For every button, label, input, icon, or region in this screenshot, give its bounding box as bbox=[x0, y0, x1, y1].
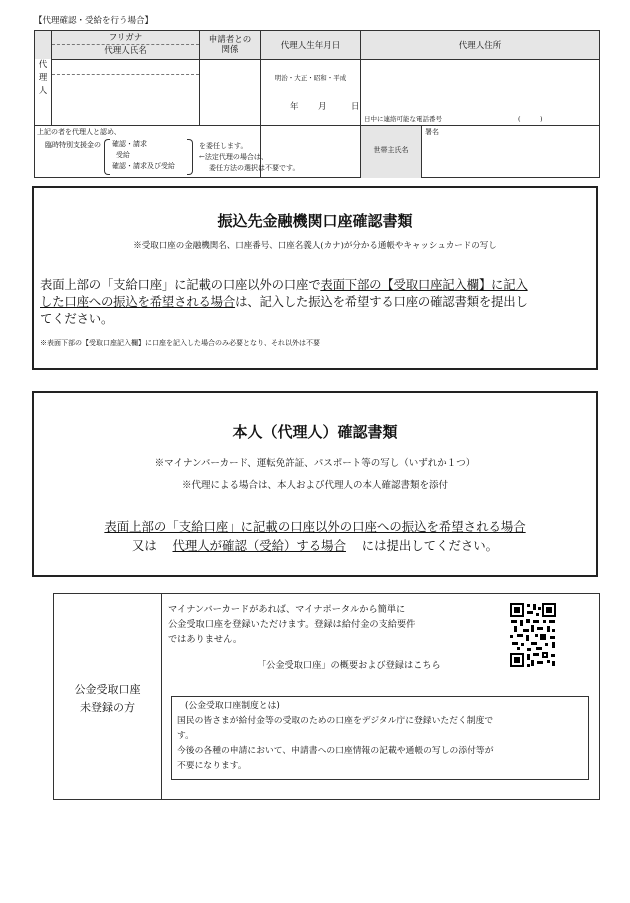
identity-document-box bbox=[32, 391, 598, 577]
id-box-title: 本人（代理人）確認書類 bbox=[232, 423, 398, 441]
signature-label: 署名 bbox=[425, 128, 439, 136]
public-account-description: マイナンバーカードがあれば、マイナポータルから簡単に 公金受取口座を登録いただけます。登録は給付金の支給要件 ではありません。 bbox=[168, 604, 416, 645]
system-box-title: (公金受取口座制度とは) bbox=[185, 701, 280, 711]
householder-signature-field[interactable] bbox=[422, 139, 599, 178]
public-account-table bbox=[53, 593, 600, 800]
public-account-system-box: (公金受取口座制度とは) 国民の皆さまが給付金等の受取のための口座をデジタル庁に登録いただく制度で す。 今後の各種の申請において、申請書への口座情報の記載や通帳の写しの添付等が 不要になります。 bbox=[171, 696, 589, 780]
id-box-line-1: 表面上部の「支給口座」に記載の口座以外の口座への振込を希望される場合 bbox=[104, 519, 526, 534]
delegation-intro: 上記の者を代理人と認め、 bbox=[37, 128, 121, 136]
proxy-section-heading: 【代理確認・受給を行う場合】 bbox=[34, 16, 154, 26]
delegation-result: を委任します。 ←法定代理の場合は、 委任方法の選択は不要です。 bbox=[199, 142, 300, 172]
public-account-link[interactable]: 「公金受取口座」の概要および登録はこちら bbox=[257, 660, 441, 671]
relation-field[interactable] bbox=[200, 60, 260, 125]
householder-label: 世帯主氏名 bbox=[373, 146, 409, 154]
bank-box-footnote: ※表面下部の【受取口座記入欄】に口座を記入した場合のみ必要となり、それ以外は不要 bbox=[40, 339, 320, 347]
proxy-furigana-field[interactable] bbox=[52, 60, 199, 74]
delegation-options[interactable]: 確認・請求 受給 確認・請求及び受給 bbox=[112, 140, 175, 170]
proxy-address-field[interactable] bbox=[361, 60, 599, 112]
proxy-name-label: 代理人氏名 bbox=[104, 46, 147, 56]
bank-box-note: ※受取口座の金融機関名、口座番号、口座名義人(カナ)が分かる通帳やキャッシュカードの写し bbox=[133, 241, 497, 251]
bank-account-box bbox=[32, 186, 598, 370]
id-box-note-2: ※代理による場合は、本人および代理人の本人確認書類を添付 bbox=[181, 480, 448, 491]
proxy-side-label: 代 理 人 bbox=[38, 60, 48, 96]
delegation-fund: 臨時特別支援金の bbox=[45, 141, 101, 149]
phone-paren[interactable]: ( ) bbox=[518, 115, 543, 123]
era-options[interactable]: 明治・大正・昭和・平成 bbox=[274, 74, 347, 82]
qr-code-icon[interactable] bbox=[509, 602, 557, 668]
public-account-label: 公金受取口座 未登録の方 bbox=[74, 683, 141, 714]
relation-label: 申請者との 関係 bbox=[208, 35, 252, 56]
dob-label: 代理人生年月日 bbox=[280, 41, 341, 51]
furigana-label: フリガナ bbox=[108, 33, 143, 43]
phone-label: 日中に連絡可能な電話番号 bbox=[364, 115, 442, 123]
bank-box-body: 表面上部の「支給口座」に記載の口座以外の口座で表面下部の【受取口座記入欄】に記入 した口座への振込を希望される場合は、記入した振込を希望する口座の確認書類を提出し てください。 bbox=[40, 277, 528, 326]
id-box-note-1: ※マイナンバーカード、運転免許証、パスポート等の写し（いずれか１つ） bbox=[154, 458, 476, 469]
proxy-form-table: 代 理 人 フリガナ 代理人氏名 申請者との 関係 代理人生年月日 代理人住所 明治・大正・昭和・平成 年 月 日 日中に連絡可能な電話番号 ( ) 上記の者を代理人と認め、 臨時特別支援金の 確認・請求 受給 確認・請求及び受給 を委任します。 ←法定代理の場合は、 委任方法の選択は不要です。 世帯主氏名 署名 bbox=[34, 30, 600, 178]
bank-box-title: 振込先金融機関口座確認書類 bbox=[217, 212, 413, 230]
address-label: 代理人住所 bbox=[458, 41, 502, 51]
proxy-name-field[interactable] bbox=[52, 75, 199, 125]
id-box-line-2: 又は 代理人が確認（受給）する場合 には提出してください。 bbox=[131, 538, 499, 553]
